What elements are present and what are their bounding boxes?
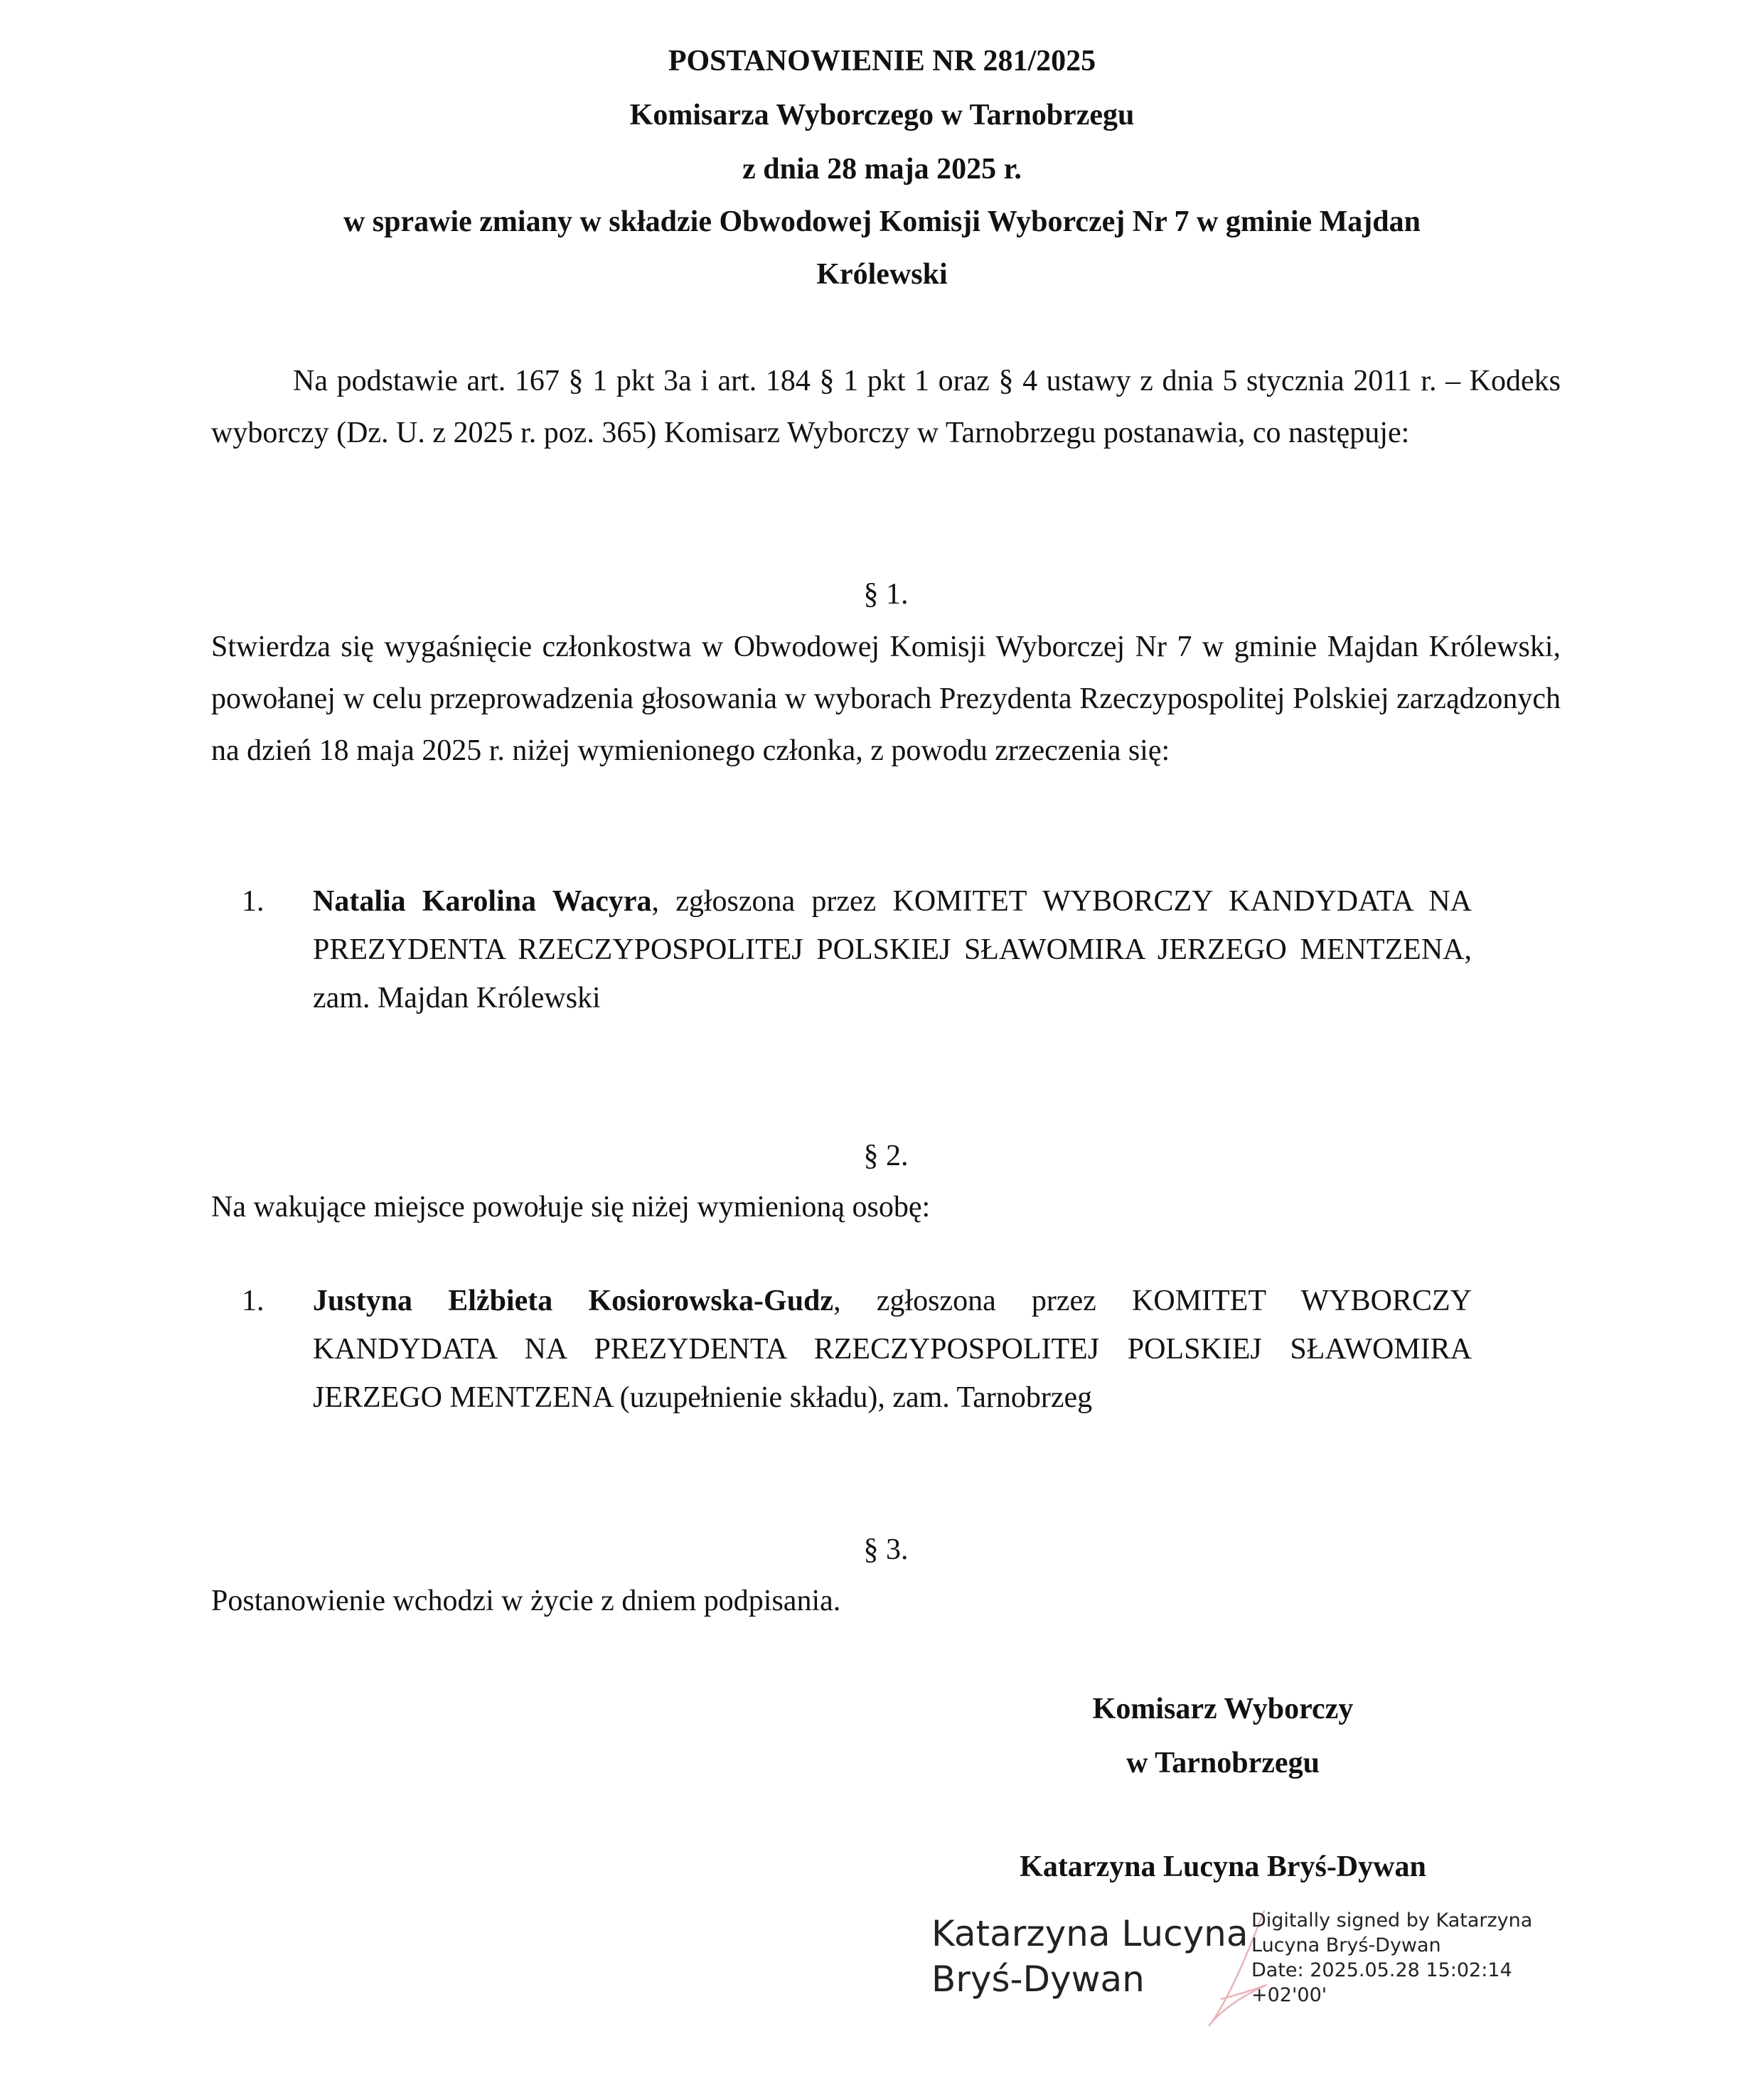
subject-line-continued: Królewski: [816, 258, 948, 291]
signature-timezone: +02'00': [1251, 1984, 1327, 2006]
person-name: Natalia Karolina Wacyra: [313, 885, 652, 918]
digital-signature-name-line: Bryś-Dywan: [931, 1959, 1145, 2000]
preamble-text: Na podstawie art. 167 § 1 pkt 3a i art. 184 § 1 pkt 1 oraz § 4 ustawy z dnia 5 stycznia 2011 r. – Kodeks wyborczy (Dz. U. z 2025 r. poz. 365) Komisarz Wyborczy w Tarnobrzegu postanawia, co następuje:: [211, 365, 1561, 449]
list-item: [242, 877, 1472, 1022]
list-item-text: [313, 1277, 1472, 1422]
list-item-text: [313, 877, 1472, 1022]
signature-date: Date: 2025.05.28 15:02:14: [1251, 1959, 1512, 1981]
section-1-heading: § 1.: [863, 578, 909, 611]
signature-detail-line: Lucyna Bryś-Dywan: [1251, 1934, 1441, 1956]
signatory-title: Komisarz Wyborczy: [1092, 1693, 1354, 1725]
list-item-number: 1.: [242, 1285, 264, 1317]
digital-signature-details: [1251, 1908, 1532, 2008]
issuer-line: Komisarza Wyborczego w Tarnobrzegu: [629, 99, 1135, 132]
list-item-number: 1.: [242, 885, 264, 918]
document-title: POSTANOWIENIE NR 281/2025: [668, 45, 1096, 77]
section-3-text: Postanowienie wchodzi w życie z dniem podpisania.: [211, 1585, 841, 1617]
section-2-heading: § 2.: [863, 1140, 909, 1172]
person-details: , zgłoszona przez KOMITET WYBORCZY KANDYDATA NA PREZYDENTA RZECZYPOSPOLITEJ POLSKIEJ SŁAWOMIRA JERZEGO MENTZENA (uzupełnienie składu), zam. Tarnobrzeg: [313, 1285, 1472, 1414]
person-details: , zgłoszona przez KOMITET WYBORCZY KANDYDATA NA PREZYDENTA RZECZYPOSPOLITEJ POLSKIEJ SŁAWOMIRA JERZEGO MENTZENA, zam. Majdan Królewski: [313, 885, 1472, 1014]
list-item: [242, 1277, 1472, 1422]
subject-line: w sprawie zmiany w składzie Obwodowej Komisji Wyborczej Nr 7 w gminie Majdan: [343, 205, 1421, 238]
date-line: z dnia 28 maja 2025 r.: [742, 153, 1022, 186]
section-1-text: Stwierdza się wygaśnięcie członkostwa w Obwodowej Komisji Wyborczej Nr 7 w gminie Majdan Królewski, powołanej w celu przeprowadzenia głosowania w wyborach Prezydenta Rzeczypospolitej Polskiej zarządzonych na dzień 18 maja 2025 r. niżej wymienionego członka, z powodu zrzeczenia się:: [211, 631, 1561, 767]
section-2-text: Na wakujące miejsce powołuje się niżej wymienioną osobę:: [211, 1191, 931, 1223]
digital-signature-name-line: Katarzyna Lucyna: [931, 1913, 1249, 1954]
signatory-name: Katarzyna Lucyna Bryś-Dywan: [1020, 1850, 1426, 1883]
signature-detail-line: Digitally signed by Katarzyna: [1251, 1909, 1533, 1932]
signatory-office: w Tarnobrzegu: [1126, 1747, 1320, 1779]
person-name: Justyna Elżbieta Kosiorowska-Gudz: [313, 1285, 834, 1317]
digital-signature: [931, 1905, 1571, 2033]
section-3-heading: § 3.: [863, 1533, 909, 1566]
